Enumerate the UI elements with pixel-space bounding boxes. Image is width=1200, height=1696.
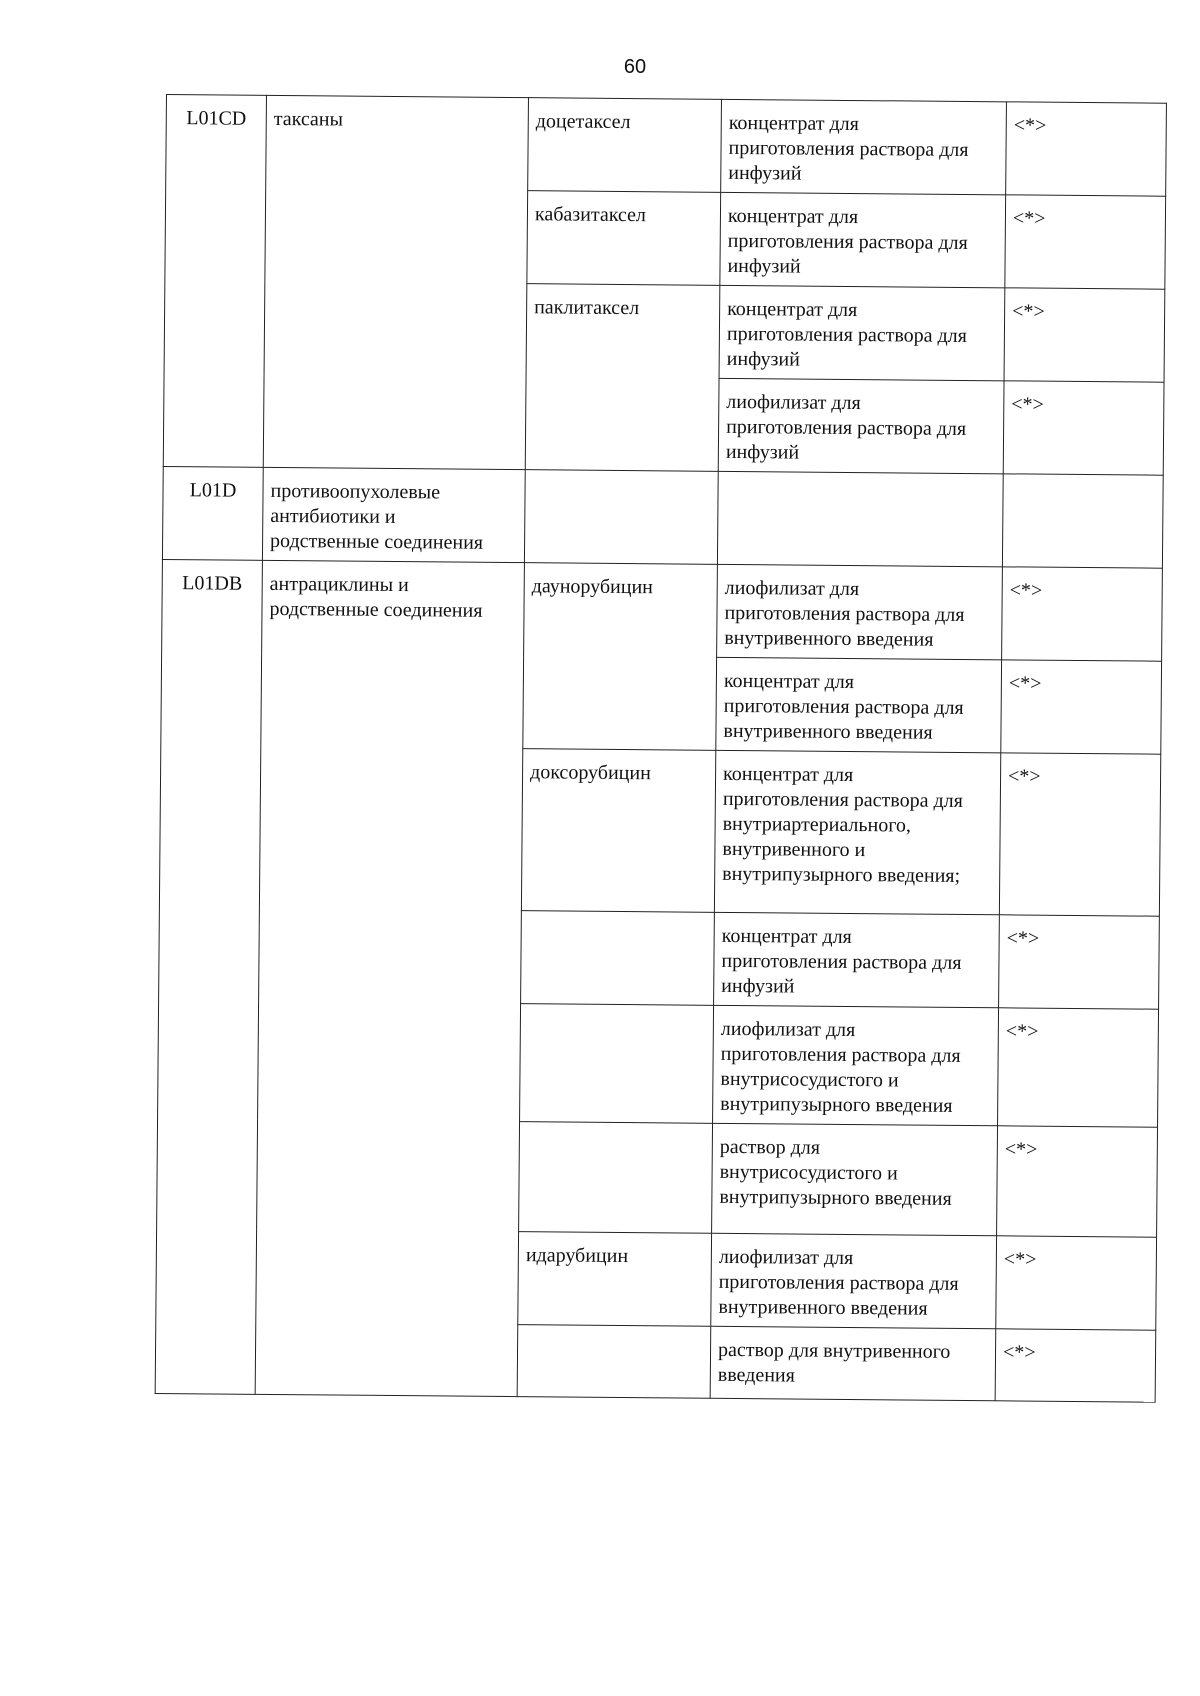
page-number: 60 xyxy=(623,56,647,78)
dosage-form: концентрат для приготовления раствора для внутриартериального, внутривенного и внутрипузырного введения; xyxy=(714,750,1000,914)
atc-group-name: таксаны xyxy=(263,95,528,469)
footnote-mark: <*> xyxy=(999,915,1160,1009)
dosage-form: раствор для внутрисосудистого и внутрипузырного введения xyxy=(712,1123,998,1235)
atc-group-name: антрациклины и родственные соединения xyxy=(255,560,524,1396)
footnote-mark: <*> xyxy=(1003,381,1164,475)
footnote-mark: <*> xyxy=(995,1329,1156,1402)
footnote-mark: <*> xyxy=(1005,195,1166,289)
dosage-form: концентрат для приготовления раствора для внутривенного введения xyxy=(716,657,1002,752)
dosage-form: концентрат для приготовления раствора для инфузий xyxy=(721,99,1007,194)
footnote-mark: <*> xyxy=(1004,288,1165,382)
drug-name: доксорубицин xyxy=(521,749,715,913)
atc-code: L01DB xyxy=(155,559,262,1394)
dosage-form: раствор для внутривенного введения xyxy=(710,1326,996,1400)
drug-name: доцетаксел xyxy=(528,98,722,193)
drug-name: даунорубицин xyxy=(523,563,718,751)
footnote-mark: <*> xyxy=(1006,102,1167,196)
footnote-mark: <*> xyxy=(999,753,1160,916)
drug-table-sheet xyxy=(155,94,1166,1403)
drug-name: кабазитаксел xyxy=(527,191,721,286)
empty-cell xyxy=(717,471,1003,566)
drug-name: идарубицин xyxy=(518,1232,712,1327)
atc-group-name: противоопухолевые антибиотики и родственные соединения xyxy=(262,467,525,562)
dosage-form: лиофилизат для приготовления раствора для инфузий xyxy=(718,378,1004,473)
footnote-mark: <*> xyxy=(1002,567,1163,661)
empty-cell xyxy=(521,911,715,1006)
dosage-form: концентрат для приготовления раствора для инфузий xyxy=(714,912,1000,1007)
table-row xyxy=(162,559,1163,661)
atc-code: L01CD xyxy=(163,95,266,468)
table-row xyxy=(166,95,1167,197)
footnote-mark: <*> xyxy=(1001,660,1162,754)
dosage-form: лиофилизат для приготовления раствора для внутривенного введения xyxy=(711,1233,997,1328)
dosage-form: концентрат для приготовления раствора для инфузий xyxy=(719,285,1005,380)
footnote-mark: <*> xyxy=(998,1008,1159,1127)
empty-cell xyxy=(524,470,718,565)
dosage-form: концентрат для приготовления раствора для инфузий xyxy=(720,192,1006,287)
empty-cell xyxy=(1002,474,1163,568)
table-row xyxy=(162,466,1163,568)
footnote-mark: <*> xyxy=(996,1236,1157,1330)
empty-cell xyxy=(519,1122,713,1234)
dosage-form: лиофилизат для приготовления раствора для внутрисосудистого и внутрипузырного введения xyxy=(713,1005,999,1125)
dosage-form: лиофилизат для приготовления раствора для внутривенного введения xyxy=(717,564,1003,659)
atc-code: L01D xyxy=(162,466,263,560)
empty-cell xyxy=(517,1325,711,1399)
footnote-mark: <*> xyxy=(997,1126,1158,1237)
empty-cell xyxy=(520,1004,714,1124)
drug-name: паклитаксел xyxy=(525,284,720,472)
drug-classification-table xyxy=(155,94,1167,1403)
